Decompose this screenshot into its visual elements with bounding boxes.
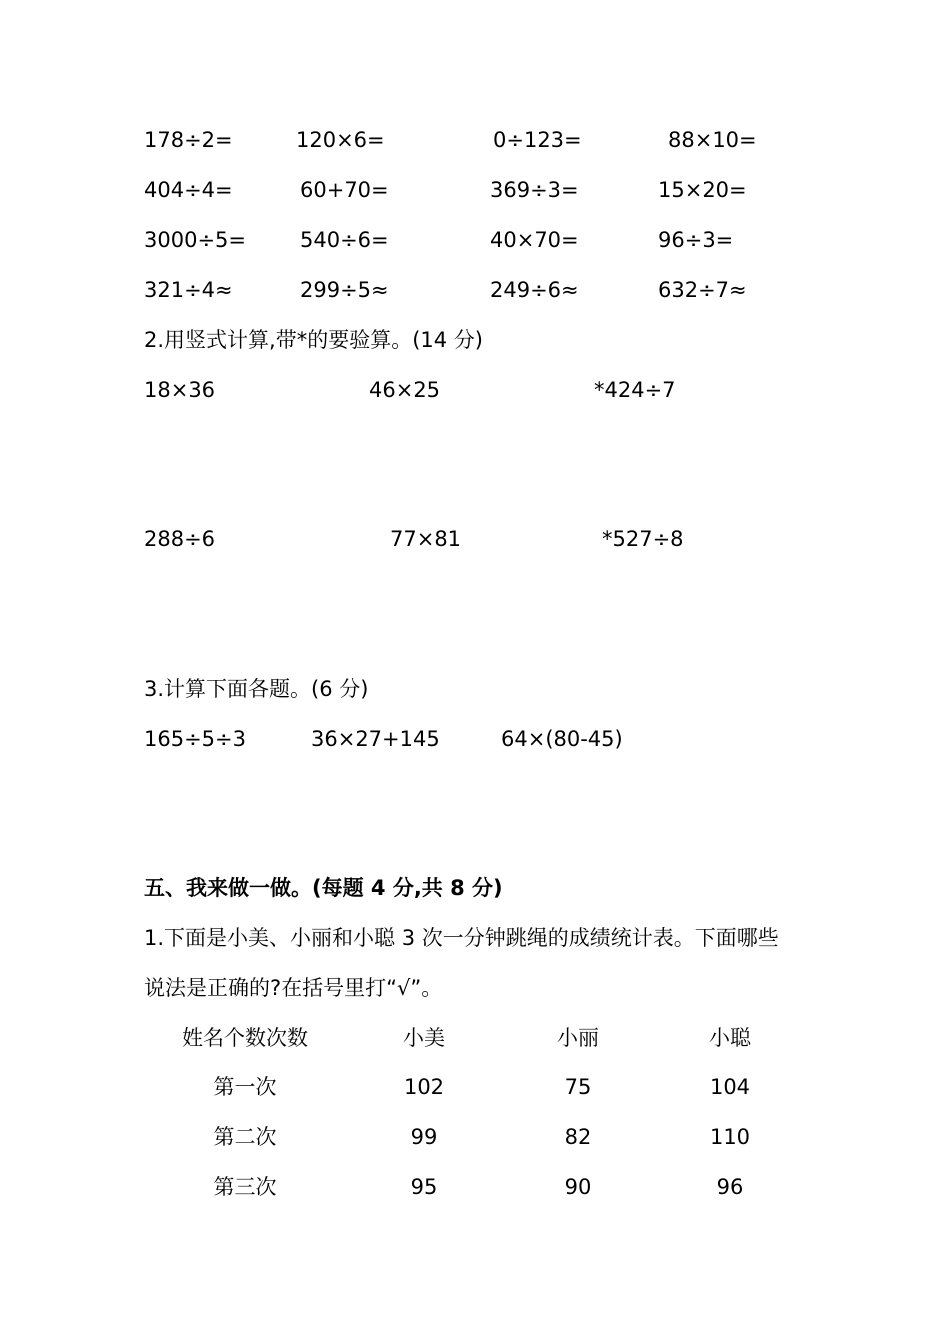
table-header-cell: 小美 — [403, 1026, 445, 1050]
oral-calc-item: 404÷4= — [144, 178, 233, 202]
oral-calc-item: 3000÷5= — [144, 228, 246, 252]
oral-calc-item: 120×6= — [296, 128, 385, 152]
question-text-line2: 说法是正确的?在括号里打“√”。 — [144, 976, 443, 1000]
table-cell: 96 — [716, 1175, 744, 1199]
oral-calc-item: 96÷3= — [658, 228, 734, 252]
vertical-calc-title: 2.用竖式计算,带*的要验算。(14 分) — [144, 328, 483, 352]
table-cell: 95 — [410, 1175, 438, 1199]
question-text-line1: 1.下面是小美、小丽和小聪 3 次一分钟跳绳的成绩统计表。下面哪些 — [144, 926, 779, 950]
compute-title: 3.计算下面各题。(6 分) — [144, 677, 369, 701]
table-cell: 75 — [564, 1075, 592, 1099]
table-cell: 第三次 — [213, 1175, 277, 1199]
vertical-calc-item: 77×81 — [390, 527, 462, 551]
table-cell: 99 — [410, 1125, 438, 1149]
compute-item: 165÷5÷3 — [144, 727, 246, 751]
oral-calc-item: 632÷7≈ — [658, 278, 747, 302]
oral-calc-item: 249÷6≈ — [490, 278, 579, 302]
table-cell: 90 — [564, 1175, 592, 1199]
vertical-calc-item: 18×36 — [144, 378, 216, 402]
table-cell: 102 — [403, 1075, 445, 1099]
table-cell: 110 — [709, 1125, 751, 1149]
vertical-calc-item: *527÷8 — [602, 527, 684, 551]
oral-calc-item: 60+70= — [300, 178, 389, 202]
table-header-cell: 小聪 — [709, 1026, 751, 1050]
table-cell: 第二次 — [213, 1125, 277, 1149]
table-cell: 第一次 — [213, 1075, 277, 1099]
table-header-cell: 小丽 — [557, 1026, 599, 1050]
oral-calc-item: 40×70= — [490, 228, 579, 252]
table-cell: 104 — [709, 1075, 751, 1099]
oral-calc-item: 321÷4≈ — [144, 278, 233, 302]
oral-calc-item: 299÷5≈ — [300, 278, 389, 302]
oral-calc-item: 15×20= — [658, 178, 747, 202]
oral-calc-item: 0÷123= — [493, 128, 582, 152]
oral-calc-item: 540÷6= — [300, 228, 389, 252]
table-cell: 82 — [564, 1125, 592, 1149]
oral-calc-item: 88×10= — [668, 128, 757, 152]
oral-calc-item: 369÷3= — [490, 178, 579, 202]
vertical-calc-item: *424÷7 — [594, 378, 676, 402]
oral-calc-item: 178÷2= — [144, 128, 233, 152]
table-header-cell: 姓名个数次数 — [182, 1026, 308, 1050]
compute-item: 64×(80-45) — [501, 727, 623, 751]
compute-item: 36×27+145 — [311, 727, 440, 751]
vertical-calc-item: 288÷6 — [144, 527, 216, 551]
vertical-calc-item: 46×25 — [369, 378, 441, 402]
section-heading: 五、我来做一做。(每题 4 分,共 8 分) — [144, 876, 503, 900]
